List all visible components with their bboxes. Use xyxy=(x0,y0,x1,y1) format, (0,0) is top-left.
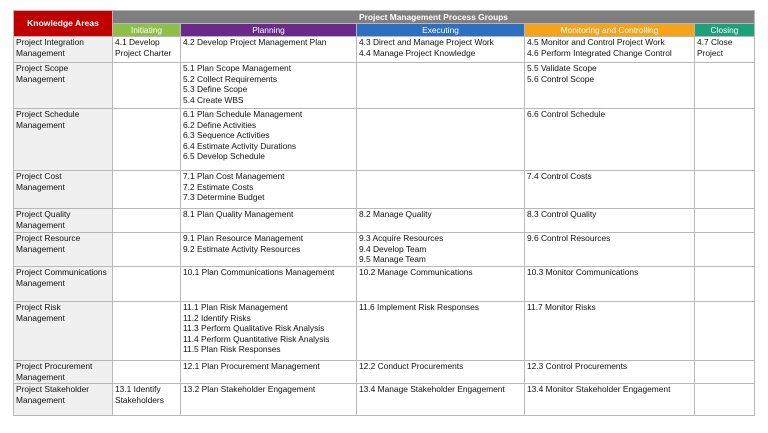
process-item: 11.7 Monitor Risks xyxy=(527,302,596,312)
process-cell-executing xyxy=(357,267,525,302)
knowledge-area-label: Project Cost Management xyxy=(14,171,113,209)
process-item: 5.5 Validate Scope xyxy=(527,63,597,73)
knowledge-area-label: Project Integration Management xyxy=(14,37,113,63)
process-item: 6.6 Control Schedule xyxy=(527,109,606,119)
process-cell-executing xyxy=(357,384,525,416)
process-cell-executing xyxy=(357,37,525,63)
process-item: 9.2 Estimate Activity Resources xyxy=(183,243,301,254)
process-cell-monitoring xyxy=(525,302,695,361)
process-item: 5.6 Control Scope xyxy=(527,73,595,84)
process-cell-initiating xyxy=(113,361,181,384)
process-cell-executing xyxy=(357,109,525,171)
phase-header-planning: Planning xyxy=(181,24,357,37)
knowledge-areas-header: Knowledge Areas xyxy=(14,11,113,37)
process-item: 4.3 Direct and Manage Project Work xyxy=(359,37,494,47)
process-cell-planning xyxy=(181,302,357,361)
process-item: 11.6 Implement Risk Responses xyxy=(359,302,479,312)
process-item: 6.4 Estimate Activity Durations xyxy=(183,140,297,151)
process-cell-closing xyxy=(695,37,755,63)
process-cell-planning xyxy=(181,171,357,209)
process-item: 11.3 Perform Qualitative Risk Analysis xyxy=(183,323,325,333)
process-item: 8.2 Manage Quality xyxy=(359,209,432,219)
phase-header-initiating: Initiating xyxy=(113,24,181,37)
process-cell-executing xyxy=(357,361,525,384)
knowledge-area-label: Project Communications Management xyxy=(14,267,113,302)
process-cell-monitoring xyxy=(525,267,695,302)
process-item: 8.3 Control Quality xyxy=(527,209,597,219)
process-item: 10.2 Manage Communications xyxy=(359,267,473,277)
process-groups-table xyxy=(13,10,755,416)
process-item: 11.4 Perform Quantitative Risk Analysis xyxy=(183,333,330,344)
table-row xyxy=(14,171,755,209)
process-cell-closing xyxy=(695,267,755,302)
process-item: 4.7 Close xyxy=(697,37,733,47)
table-row xyxy=(14,361,755,384)
process-item: Project Charter xyxy=(115,47,172,58)
process-item: 10.1 Plan Communications Management xyxy=(183,267,335,277)
process-item: 7.1 Plan Cost Management xyxy=(183,171,285,181)
table-row xyxy=(14,267,755,302)
process-item: 13.1 Identify xyxy=(115,384,161,394)
process-cell-closing xyxy=(695,361,755,384)
process-item: 4.6 Perform Integrated Change Control xyxy=(527,47,672,58)
process-item: 4.4 Manage Project Knowledge xyxy=(359,47,476,58)
process-cell-executing xyxy=(357,209,525,233)
process-cell-initiating xyxy=(113,109,181,171)
table-row xyxy=(14,384,755,416)
table-row xyxy=(14,37,755,63)
process-cell-initiating xyxy=(113,63,181,109)
process-item: 5.3 Define Scope xyxy=(183,84,248,94)
table-row xyxy=(14,233,755,267)
knowledge-area-label: Project Scope Management xyxy=(14,63,113,109)
process-item: 7.3 Determine Budget xyxy=(183,192,265,202)
process-cell-monitoring xyxy=(525,37,695,63)
knowledge-area-label: Project Schedule Management xyxy=(14,109,113,171)
process-cell-monitoring xyxy=(525,384,695,416)
process-item: 7.2 Estimate Costs xyxy=(183,181,254,192)
knowledge-area-label: Project Risk Management xyxy=(14,302,113,361)
phase-header-closing: Closing xyxy=(695,24,755,37)
process-item: 9.5 Manage Team xyxy=(359,254,426,264)
process-item: 9.1 Plan Resource Management xyxy=(183,233,304,243)
header-row-groups xyxy=(14,11,755,24)
process-cell-closing xyxy=(695,233,755,267)
process-cell-initiating xyxy=(113,37,181,63)
process-item: 5.4 Create WBS xyxy=(183,94,244,105)
process-item: 5.2 Collect Requirements xyxy=(183,73,278,84)
process-item: 6.3 Sequence Activities xyxy=(183,130,270,140)
header-row-phases xyxy=(14,24,755,37)
process-cell-initiating xyxy=(113,209,181,233)
process-item: 10.3 Monitor Communications xyxy=(527,267,639,277)
process-cell-initiating xyxy=(113,267,181,302)
process-cell-closing xyxy=(695,384,755,416)
knowledge-area-label: Project Stakeholder Management xyxy=(14,384,113,416)
process-item: 13.4 Manage Stakeholder Engagement xyxy=(359,384,505,394)
process-item: 9.3 Acquire Resources xyxy=(359,233,444,243)
process-item: 12.1 Plan Procurement Management xyxy=(183,361,320,371)
process-item: 13.2 Plan Stakeholder Engagement xyxy=(183,384,316,394)
process-cell-monitoring xyxy=(525,109,695,171)
process-cell-closing xyxy=(695,171,755,209)
phase-header-executing: Executing xyxy=(357,24,525,37)
knowledge-area-label: Project Resource Management xyxy=(14,233,113,267)
process-cell-monitoring xyxy=(525,209,695,233)
process-cell-initiating xyxy=(113,384,181,416)
process-cell-executing xyxy=(357,63,525,109)
process-cell-initiating xyxy=(113,233,181,267)
phase-header-monitoring: Monitoring and Controlling xyxy=(525,24,695,37)
process-item: 11.5 Plan Risk Responses xyxy=(183,344,281,354)
table-row xyxy=(14,209,755,233)
process-cell-monitoring xyxy=(525,171,695,209)
table-row xyxy=(14,302,755,361)
process-item: 12.3 Control Procurements xyxy=(527,361,628,371)
process-cell-monitoring xyxy=(525,63,695,109)
process-cell-executing xyxy=(357,171,525,209)
process-cell-closing xyxy=(695,209,755,233)
process-cell-closing xyxy=(695,109,755,171)
process-item: Stakeholders xyxy=(115,394,164,405)
process-item: 5.1 Plan Scope Management xyxy=(183,63,292,73)
process-cell-planning xyxy=(181,384,357,416)
process-cell-initiating xyxy=(113,171,181,209)
process-item: 7.4 Control Costs xyxy=(527,171,592,181)
process-cell-planning xyxy=(181,109,357,171)
process-item: 4.1 Develop xyxy=(115,37,160,47)
process-item: 9.4 Develop Team xyxy=(359,243,427,254)
process-cell-planning xyxy=(181,209,357,233)
table-row xyxy=(14,109,755,171)
knowledge-area-label: Project Procurement Management xyxy=(14,361,113,384)
process-table-container xyxy=(13,10,755,416)
process-cell-executing xyxy=(357,233,525,267)
process-cell-planning xyxy=(181,37,357,63)
process-cell-planning xyxy=(181,63,357,109)
process-cell-closing xyxy=(695,302,755,361)
process-cell-planning xyxy=(181,361,357,384)
knowledge-area-label: Project Quality Management xyxy=(14,209,113,233)
process-item: 6.2 Define Activities xyxy=(183,119,257,130)
process-cell-closing xyxy=(695,63,755,109)
table-body xyxy=(14,11,755,416)
process-groups-header: Project Management Process Groups xyxy=(113,11,755,24)
process-cell-monitoring xyxy=(525,361,695,384)
process-item: 6.5 Develop Schedule xyxy=(183,151,265,161)
process-cell-executing xyxy=(357,302,525,361)
process-item: 11.1 Plan Risk Management xyxy=(183,302,288,312)
table-row xyxy=(14,63,755,109)
process-item: 13.4 Monitor Stakeholder Engagement xyxy=(527,384,671,394)
process-cell-monitoring xyxy=(525,233,695,267)
process-item: 6.1 Plan Schedule Management xyxy=(183,109,303,119)
process-item: 4.5 Monitor and Control Project Work xyxy=(527,37,665,47)
process-item: 12.2 Conduct Procurements xyxy=(359,361,464,371)
process-item: 4.2 Develop Project Management Plan xyxy=(183,37,327,47)
process-item: Project xyxy=(697,47,724,58)
process-cell-initiating xyxy=(113,302,181,361)
process-cell-planning xyxy=(181,267,357,302)
process-cell-planning xyxy=(181,233,357,267)
process-item: 8.1 Plan Quality Management xyxy=(183,209,294,219)
process-item: 9.6 Control Resources xyxy=(527,233,611,243)
process-item: 11.2 Identify Risks xyxy=(183,312,251,323)
